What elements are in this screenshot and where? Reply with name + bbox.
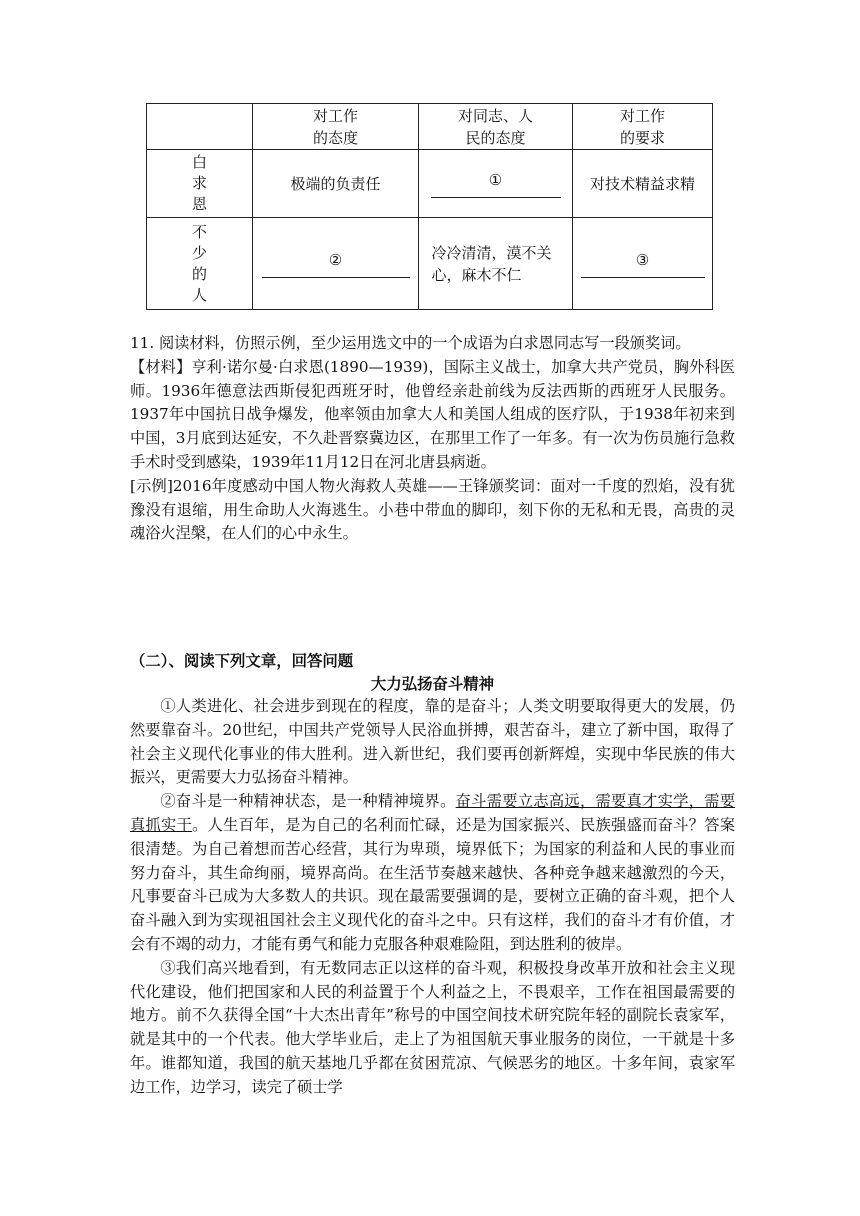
answer-blank-2 xyxy=(262,277,410,278)
article-body xyxy=(130,695,735,1100)
others-people-attitude: 冷冷清清，漠不关心，麻木不仁 xyxy=(419,218,573,310)
row-label-bethune: 白求恩 xyxy=(147,150,253,218)
question-11 xyxy=(130,332,735,546)
article-title: 大力弘扬奋斗精神 xyxy=(370,675,495,693)
header-people-attitude: 对同志、人 民的态度 xyxy=(419,104,573,150)
paragraph-3: ③我们高兴地看到，有无数同志正以这样的奋斗观，积极投身改革开放和社会主义现代化建设，他们把国家和人民的利益置于个人利益之上，不畏艰辛，工作在祖国最需要的地方。前不久获得全国“十大杰出青年”称号的中国空间技术研究院年轻的副院长袁家军，就是其中的一个代表。他大学毕业后，走上了为祖国航天事业服务的岗位，一干就是十多年。谁都知道，我国的航天基地几乎都在贫困荒凉、气候恶劣的地区。十多年间，袁家军边工作，边学习，读完了硕士学 xyxy=(130,958,735,1096)
question-11-prompt: 11. 阅读材料，仿照示例，至少运用选文中的一个成语为白求恩同志写一段颁奖词。 xyxy=(130,334,691,352)
bethune-work-requirement: 对技术精益求精 xyxy=(573,150,713,218)
question-11-example: [示例]2016年度感动中国人物火海救人英雄——王锋颁奖词：面对一千度的烈焰，没有犹豫没有退缩，用生命助人火海逃生。小巷中带血的脚印，刻下你的无私和无畏，高贵的灵魂浴火涅槃，在人们的心中永生。 xyxy=(130,476,735,543)
header-work-attitude: 对工作 的态度 xyxy=(253,104,419,150)
others-work-requirement-blank: ③ xyxy=(573,218,713,310)
bethune-people-attitude-blank: ① xyxy=(419,150,573,218)
answer-blank-3 xyxy=(581,277,705,278)
table-row-others xyxy=(147,218,713,310)
answer-blank-1 xyxy=(431,197,561,198)
section-heading: （二）、阅读下列文章，回答问题 xyxy=(130,652,354,670)
table-corner-cell xyxy=(147,104,253,150)
paragraph-2: ②奋斗是一种精神状态，是一种精神境界。奋斗需要立志高远，需要真才实学，需要真抓实干。人生百年，是为自己的名利而忙碌，还是为国家振兴、民族强盛而奋斗？答案很清楚。为自己着想而苦心经营，其行为卑琐，境界低下；为国家的利益和人民的事业而努力奋斗，其生命绚丽，境界高尚。在生活节奏越来越快、各种竞争越来越激烈的今天，凡事要奋斗已成为大多数人的共识。现在最需要强调的是，要树立正确的奋斗观，把个人奋斗融入到为实现祖国社会主义现代化的奋斗之中。只有这样，我们的奋斗才有价值，才会有不竭的动力，才能有勇气和能力克服各种艰难险阻，到达胜利的彼岸。 xyxy=(130,792,736,953)
bethune-work-attitude: 极端的负责任 xyxy=(253,150,419,218)
row-label-others: 不少的人 xyxy=(147,218,253,310)
comparison-table xyxy=(146,103,713,310)
paragraph-1: ①人类进化、社会进步到现在的程度，靠的是奋斗；人类文明要取得更大的发展，仍然要靠奋斗。20世纪，中国共产党领导人民浴血拼搏，艰苦奋斗，建立了新中国，取得了社会主义现代化事业的伟大胜利。进入新世纪，我们要再创新辉煌，实现中华民族的伟大振兴，更需要大力弘扬奋斗精神。 xyxy=(130,697,735,787)
question-11-material: 【材料】亨利·诺尔曼·白求恩(1890—1939)，国际主义战士，加拿大共产党员，胸外科医师。1936年德意法西斯侵犯西班牙时，他曾经亲赴前线为反法西斯的西班牙人民服务。1937年中国抗日战争爆发，他率领由加拿大人和美国人组成的医疗队，于1938年初来到中国，3月底到达延安，不久赴晋察冀边区，在那里工作了一年多。有一次为伤员施行急救手术时受到感染，1939年11月12日在河北唐县病逝。 xyxy=(130,357,735,471)
others-work-attitude-blank: ② xyxy=(253,218,419,310)
table-header-row xyxy=(147,104,713,150)
header-work-requirement: 对工作 的要求 xyxy=(573,104,713,150)
table-row-bethune xyxy=(147,150,713,218)
underlined-sentence: 奋斗需要立志高远，需要真才实学，需要真抓实干 xyxy=(130,792,736,834)
